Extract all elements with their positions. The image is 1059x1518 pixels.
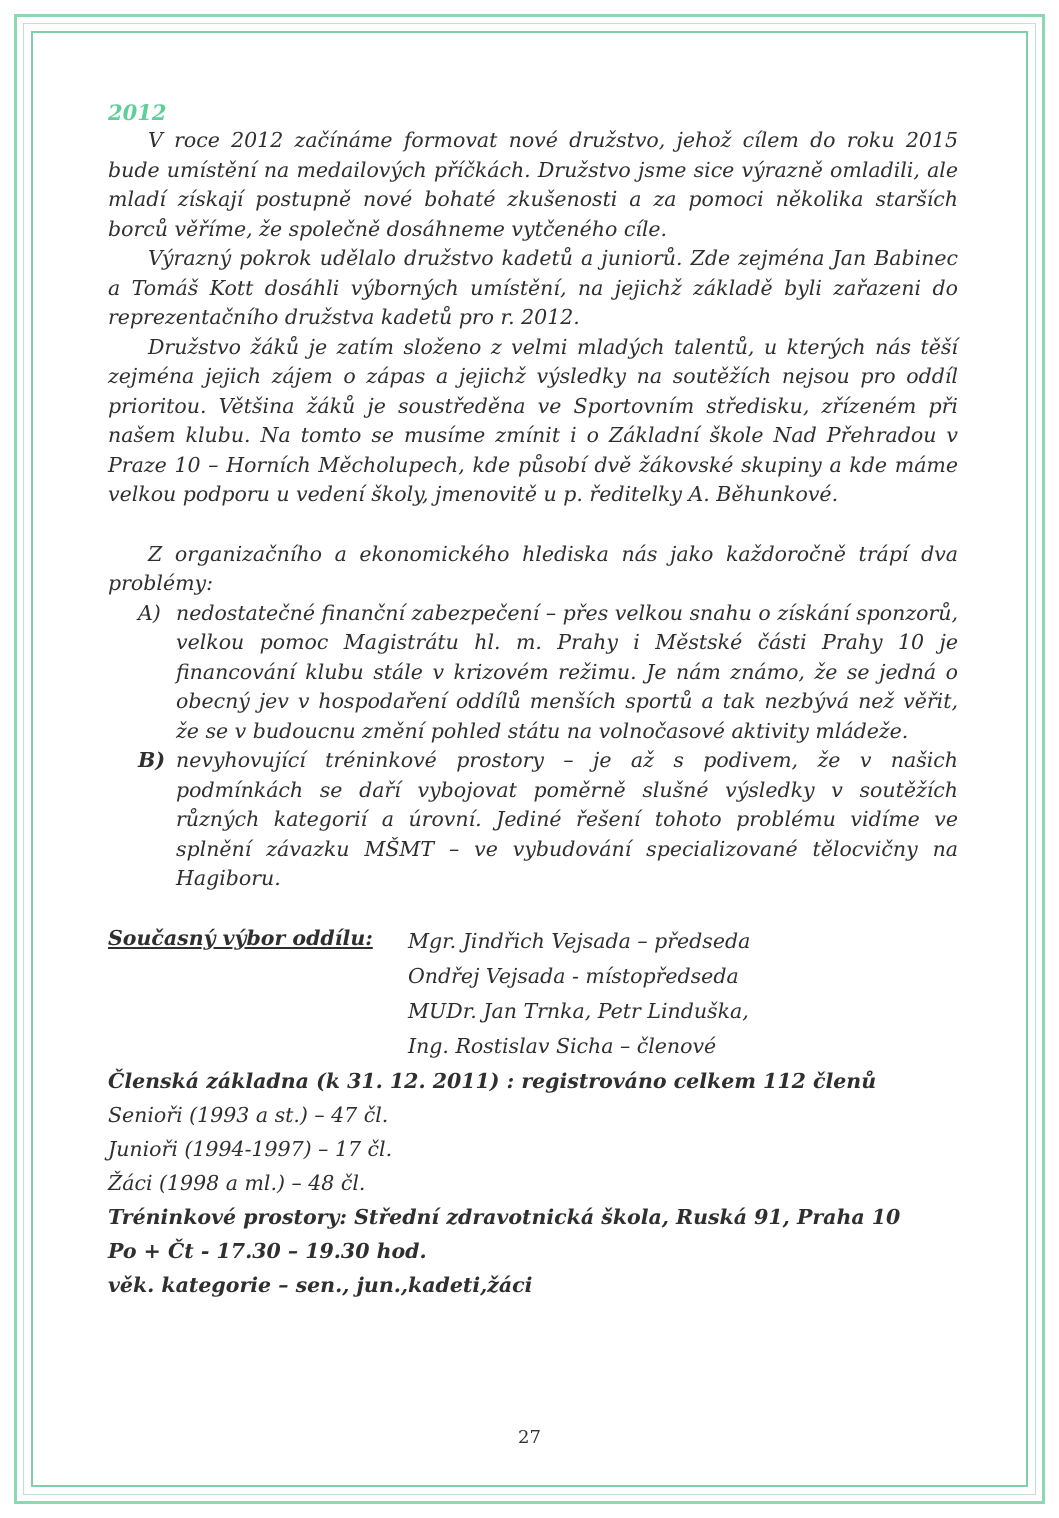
committee-member: Ondřej Vejsada - místopředseda [408, 963, 739, 988]
problem-item-a [138, 599, 958, 747]
membership-heading: Členská základna (k 31. 12. 2011) : registrováno celkem 112 členů [108, 1068, 877, 1093]
problems-list [138, 599, 958, 894]
committee-member: Mgr. Jindřich Vejsada – předseda [408, 928, 751, 953]
membership-line: Senioři (1993 a st.) – 47 čl. [108, 1102, 389, 1127]
training-venue: Tréninkové prostory: Střední zdravotnická škola, Ruská 91, Praha 10 [108, 1204, 901, 1229]
committee-member: MUDr. Jan Trnka, Petr Linduška, [408, 998, 749, 1023]
membership-section [108, 1064, 958, 1302]
paragraph-cadets-juniors: Výrazný pokrok udělalo družstvo kadetů a juniorů. Zde zejména Jan Babinec a Tomáš Kott dosáhli výborných umístění, na jejichž základě byli zařazeni do reprezentačního družstva kadetů pro r. 2012. [108, 246, 958, 329]
committee-member: Ing. Rostislav Sicha – členové [408, 1033, 717, 1058]
problems-intro: Z organizačního a ekonomického hlediska nás jako každoročně trápí dva problémy: [108, 541, 958, 595]
membership-line: Junioři (1994-1997) – 17 čl. [108, 1136, 393, 1161]
problem-text: nedostatečné finanční zabezpečení – přes velkou snahu o získání sponzorů, velkou pomoc Magistrátu hl. m. Prahy i Městské části Prahy 10 je financování klubu stále v krizovém režimu. Je nám známo, že se jedná o obecný jev v hospodaření oddílů menších sportů a tak nezbývá než věřit, že se v budoucnu změní pohled státu na volnočasové aktivity mládeže. [176, 600, 958, 743]
training-schedule: Po + Čt - 17.30 – 19.30 hod. [108, 1238, 427, 1263]
problem-text: nevyhovující tréninkové prostory – je až s podivem, že v našich podmínkách se daří vybojovat poměrně slušné výsledky v soutěžích různých kategorií a úrovní. Jediné řešení tohoto problému vidíme ve splnění závazku MŠMT – ve vybudování specializované tělocvičny na Hagiboru. [176, 748, 958, 890]
page-content [108, 100, 958, 1302]
committee-section [108, 924, 958, 1064]
committee-heading: Současný výbor oddílu: [108, 925, 373, 950]
problem-item-b [138, 746, 958, 894]
membership-line: Žáci (1998 a ml.) – 48 čl. [108, 1170, 366, 1195]
committee-members [408, 924, 750, 1064]
age-categories: věk. kategorie – sen., jun.,kadeti,žáci [108, 1272, 533, 1297]
section-year-heading: 2012 [108, 100, 167, 125]
problem-label: A) [138, 600, 161, 625]
paragraph-new-team: V roce 2012 začínáme formovat nové družstvo, jehož cílem do roku 2015 bude umístění na medailových příčkách. Družstvo jsme sice výrazně omladili, ale mladí získají postupně nové bohaté zkušenosti a za pomoci několika starších borců věříme, že společně dosáhneme vytčeného cíle. [108, 128, 958, 241]
paragraph-pupils: Družstvo žáků je zatím složeno z velmi mladých talentů, u kterých nás těší zejména jejich zájem o zápas a jejichž výsledky na soutěžích nejsou pro oddíl prioritou. Většina žáků je soustředěna ve Sportovním středisku, zřízeném při našem klubu. Na tomto se musíme zmínit i o Základní škole Nad Přehradou v Praze 10 – Horních Měcholupech, kde působí dvě žákovské skupiny a kde máme velkou podporu u vedení školy, jmenovitě u p. ředitelky A. Běhunkové. [108, 334, 958, 506]
page-number: 27 [518, 1427, 541, 1448]
problem-label: B) [138, 748, 166, 772]
